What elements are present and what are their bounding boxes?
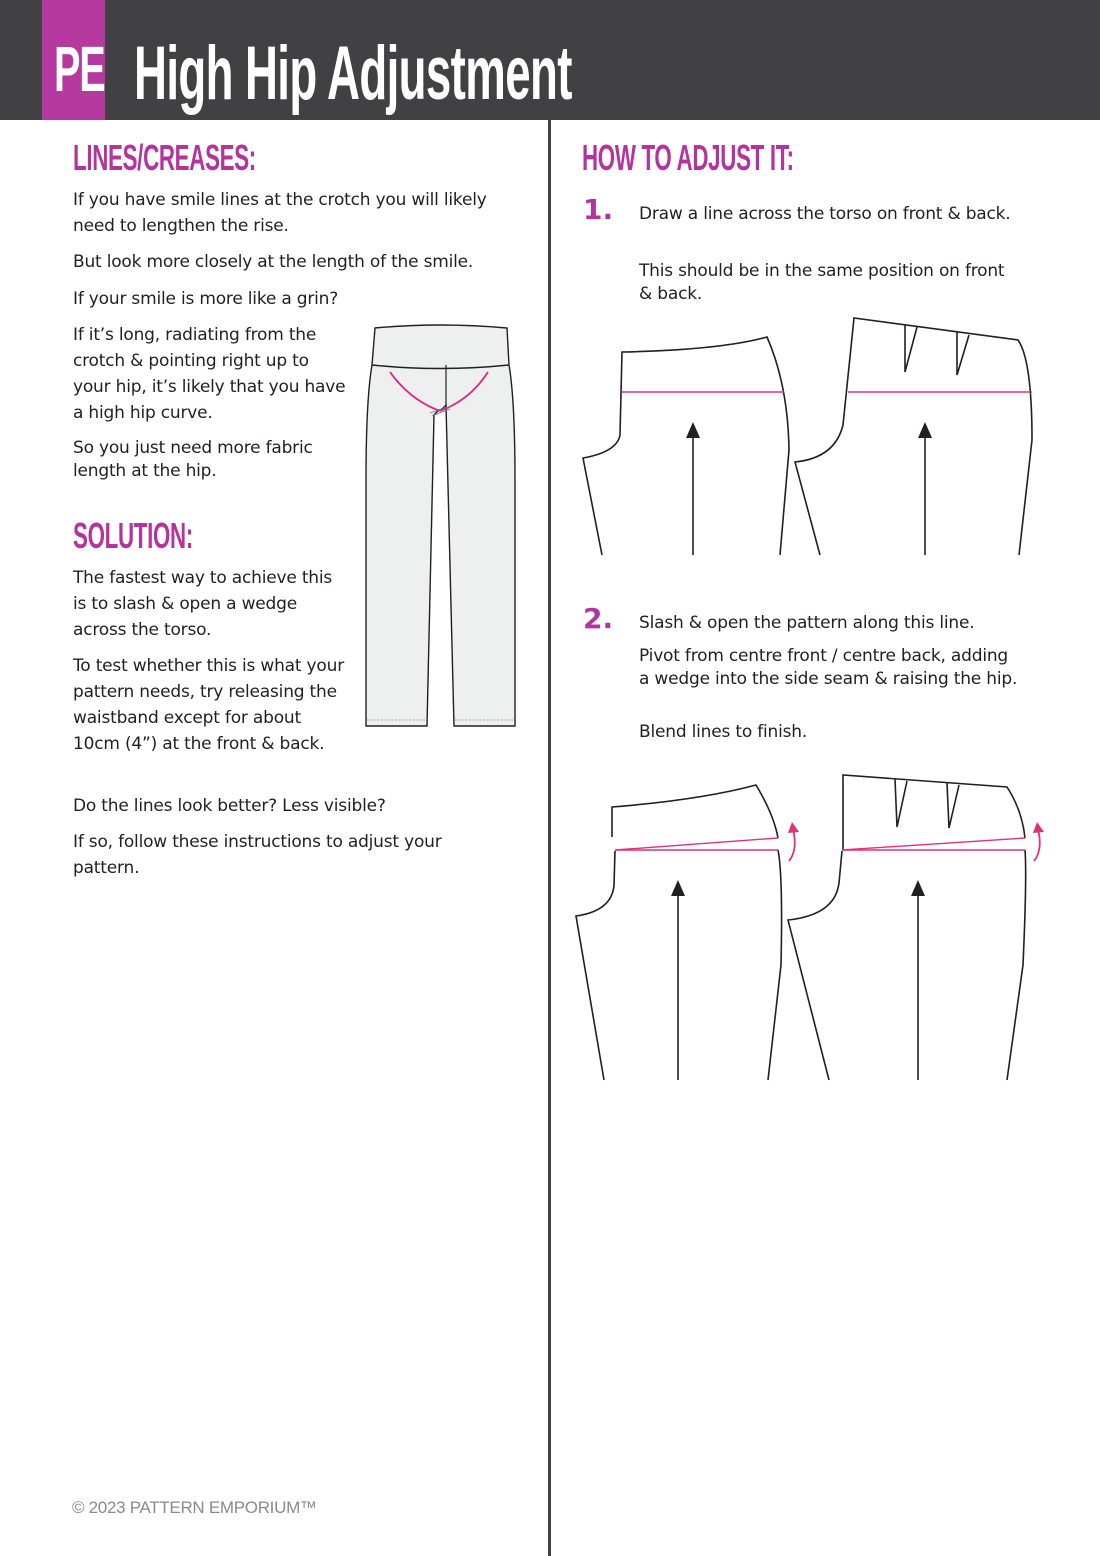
front-slash-line-upper <box>615 838 778 850</box>
lines-creases-heading: LINES/CREASES: <box>73 137 256 178</box>
paragraph: To test whether this is what your pattern needs, try releasing the waistband except for about 10cm (4”) at the front & back. <box>73 656 344 754</box>
paragraph: But look more closely at the length of the smile. <box>73 252 474 272</box>
step-text: This should be in the same position on front & back. <box>639 261 1005 304</box>
step-number: 1. <box>583 193 614 226</box>
step-number: 2. <box>583 602 614 635</box>
paragraph: Do the lines look better? Less visible? <box>73 796 386 816</box>
paragraph: If your smile is more like a grin? <box>73 289 339 309</box>
back-grainline-arrow <box>918 422 932 555</box>
back-slash-line-upper <box>842 838 1025 850</box>
step-2-diagram <box>570 765 1050 1085</box>
solution-heading: SOLUTION: <box>73 515 193 556</box>
copyright-footer: © 2023 PATTERN EMPORIUM™ <box>72 1498 317 1517</box>
back-dart-1 <box>895 779 907 827</box>
front-raise-arrow-icon <box>788 822 799 861</box>
paragraph: The fastest way to achieve this is to slash & open a wedge across the torso. <box>73 568 333 640</box>
back-pattern-piece-adjusted <box>788 775 1026 1080</box>
step-text: Blend lines to finish. <box>639 722 808 742</box>
front-grainline-arrow <box>686 422 700 555</box>
column-divider <box>548 120 551 1556</box>
step-1-diagram <box>570 310 1040 560</box>
how-to-adjust-heading: HOW TO ADJUST IT: <box>582 137 794 178</box>
back-dart-2 <box>957 331 969 375</box>
step-text: Pivot from centre front / centre back, adding a wedge into the side seam & raising the hip. <box>639 646 1018 689</box>
front-grainline-arrow <box>671 880 685 1080</box>
paragraph: If so, follow these instructions to adjust your pattern. <box>73 832 442 878</box>
step-text: Slash & open the pattern along this line. <box>639 613 975 633</box>
front-pattern-piece <box>583 337 789 555</box>
pants-illustration <box>360 320 520 730</box>
back-grainline-arrow <box>911 880 925 1080</box>
page-title: High Hip Adjustment <box>134 31 572 116</box>
paragraph: So you just need more fabric length at the hip. <box>73 438 313 481</box>
paragraph: If it’s long, radiating from the crotch & pointing right up to your hip, it’s likely that you have a high hip curve. <box>73 325 346 423</box>
header-bar <box>0 0 1100 120</box>
back-pattern-piece <box>795 318 1032 555</box>
step-text: Draw a line across the torso on front & back. <box>639 204 1011 224</box>
back-dart-2 <box>947 783 959 828</box>
pants-body <box>366 325 515 726</box>
paragraph: If you have smile lines at the crotch you will likely need to lengthen the rise. <box>73 190 487 236</box>
back-dart-1 <box>905 324 917 372</box>
logo-text: PE <box>53 33 105 105</box>
brand-logo <box>42 0 105 120</box>
back-raise-arrow-icon <box>1033 822 1044 861</box>
